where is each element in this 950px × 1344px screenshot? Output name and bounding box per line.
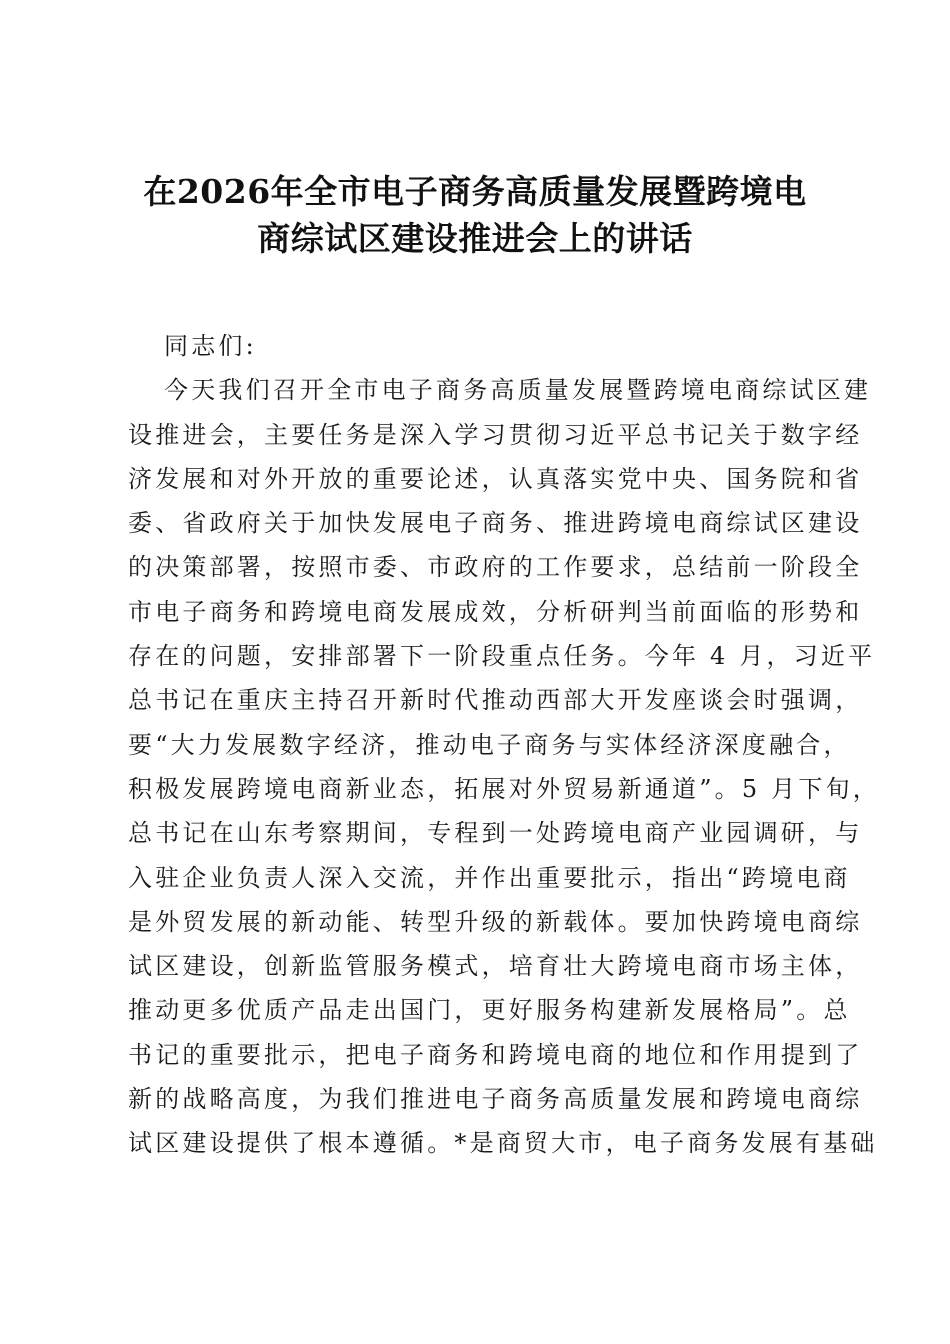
- paragraph-line: 济发展和对外开放的重要论述，认真落实党中央、国务院和省: [128, 464, 863, 493]
- paragraph-line: 存在的问题，安排部署下一阶段重点任务。今年 4 月，习近平: [128, 642, 876, 671]
- paragraph-line: 新的战略高度，为我们推进电子商务高质量发展和跨境电商综: [128, 1085, 863, 1114]
- paragraph-line: 是外贸发展的新动能、转型升级的新载体。要加快跨境电商综: [128, 907, 863, 936]
- paragraph-line: 市电子商务和跨境电商发展成效，分析研判当前面临的形势和: [128, 597, 863, 626]
- paragraph-line: 入驻企业负责人深入交流，并作出重要批示，指出“跨境电商: [128, 863, 851, 892]
- paragraph-line: 总书记在山东考察期间，专程到一处跨境电商产业园调研，与: [128, 819, 863, 848]
- paragraph-line: 书记的重要批示，把电子商务和跨境电商的地位和作用提到了: [128, 1040, 863, 1069]
- paragraph-line: 设推进会，主要任务是深入学习贯彻习近平总书记关于数字经: [128, 420, 863, 449]
- salutation: 同志们:: [164, 332, 257, 360]
- paragraph-line: 试区建设提供了根本遵循。*是商贸大市，电子商务发展有基础: [128, 1129, 878, 1158]
- document-body: [128, 324, 880, 1166]
- document-title: [100, 168, 850, 262]
- title-line-2: 商综试区建设推进会上的讲话: [257, 219, 693, 258]
- title-line-1: 在2026年全市电子商务高质量发展暨跨境电: [143, 172, 807, 211]
- paragraph-line: 要“大力发展数字经济，推动电子商务与实体经济深度融合，: [128, 730, 851, 759]
- paragraph-line: 试区建设，创新监管服务模式，培育壮大跨境电商市场主体，: [128, 952, 863, 981]
- paragraph-line: 总书记在重庆主持召开新时代推动西部大开发座谈会时强调，: [128, 686, 863, 715]
- paragraph-line: 今天我们召开全市电子商务高质量发展暨跨境电商综试区建: [164, 376, 872, 405]
- paragraph-line: 的决策部署，按照市委、市政府的工作要求，总结前一阶段全: [128, 553, 863, 582]
- paragraph-line: 推动更多优质产品走出国门，更好服务构建新发展格局”。总: [128, 996, 851, 1025]
- paragraph-line: 积极发展跨境电商新业态，拓展对外贸易新通道”。5 月下旬，: [128, 774, 880, 803]
- paragraph-line: 委、省政府关于加快发展电子商务、推进跨境电商综试区建设: [128, 509, 863, 538]
